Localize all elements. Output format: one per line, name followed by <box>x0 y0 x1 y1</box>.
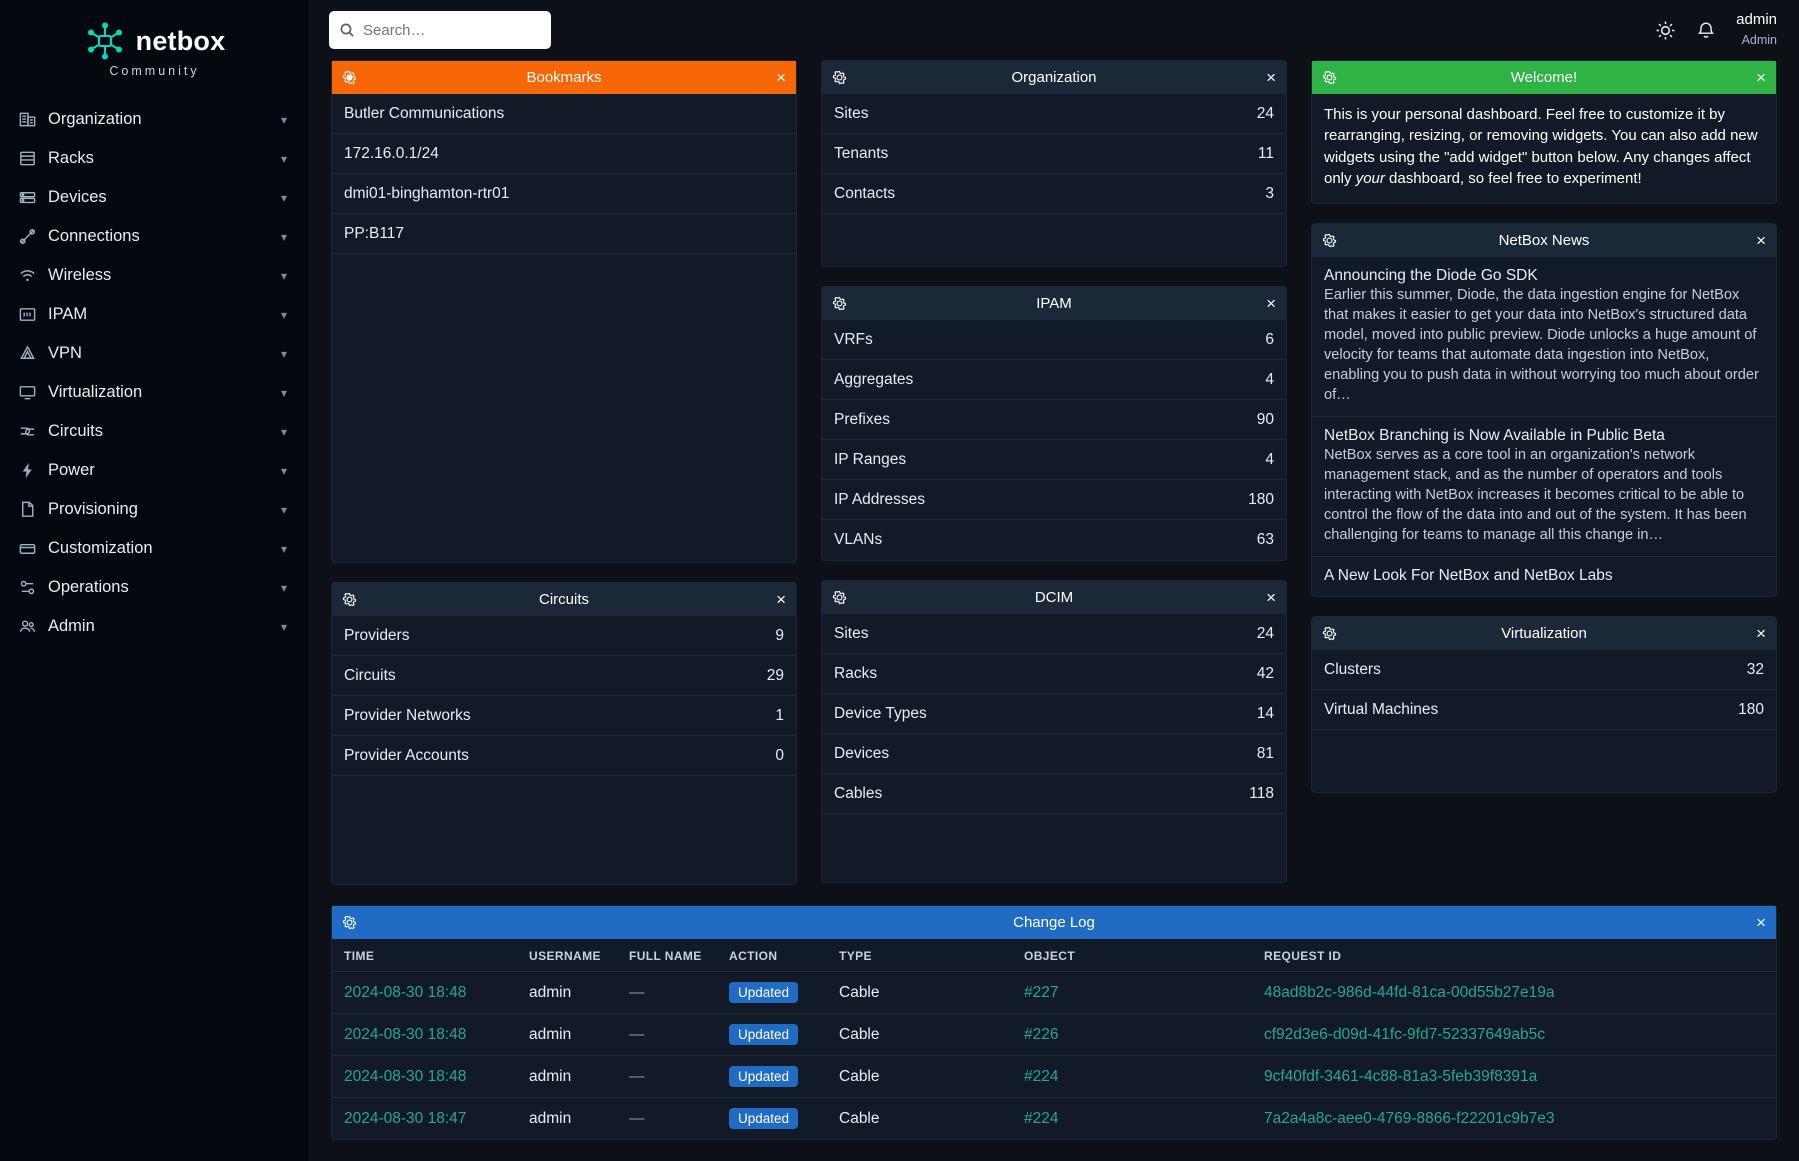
widget-header <box>332 583 796 616</box>
bookmark-link[interactable]: 172.16.0.1/24 <box>344 144 439 162</box>
list-item[interactable] <box>822 320 1286 360</box>
list-item[interactable] <box>822 360 1286 400</box>
column-header-action[interactable]: ACTION <box>729 949 778 963</box>
gear-icon[interactable] <box>1322 233 1337 248</box>
stat-list <box>822 320 1286 560</box>
cell-type: Cable <box>827 1098 1012 1140</box>
column-header-object[interactable]: OBJECT <box>1024 949 1076 963</box>
sidebar-item-label: Connections <box>48 227 140 245</box>
status-badge: Updated <box>729 982 798 1003</box>
news-title[interactable]: Announcing the Diode Go SDK <box>1324 267 1538 285</box>
connections-icon <box>18 227 44 246</box>
cell-type: Cable <box>827 1056 1012 1098</box>
chevron-down-icon: ▾ <box>280 463 287 478</box>
news-title[interactable]: NetBox Branching is Now Available in Public Beta <box>1324 427 1665 445</box>
stat-value: 90 <box>1256 410 1274 428</box>
widget-netbox-news <box>1311 223 1777 597</box>
customization-icon <box>18 539 44 558</box>
stat-label: VLANs <box>834 531 883 548</box>
widget-welcome <box>1311 60 1777 204</box>
stat-label: Device Types <box>834 704 927 722</box>
list-item[interactable] <box>822 174 1286 214</box>
stat-label: IP Addresses <box>834 490 926 508</box>
cell-object[interactable]: #226 <box>1012 1014 1252 1056</box>
column-header-requestid[interactable]: REQUEST ID <box>1264 949 1342 963</box>
news-body: NetBox serves as a core tool in an organization's network management stack, and as the number of operators and tools interacting with NetBox increases it becomes critical to be able to control the flow of the data into and out of the system. It has been challenging for teams to manage all this change in… <box>1324 447 1747 544</box>
close-icon[interactable]: × <box>1756 913 1766 932</box>
device-icon <box>18 188 44 207</box>
search-icon <box>339 22 355 38</box>
theme-toggle-icon[interactable] <box>1655 20 1676 41</box>
column-header-time[interactable]: TIME <box>344 949 375 963</box>
widget-title: Organization <box>1011 69 1097 86</box>
stat-value: 63 <box>1256 531 1274 548</box>
stat-label: Sites <box>834 104 869 122</box>
stat-label: Virtual Machines <box>1324 700 1439 718</box>
widget-title: Circuits <box>538 591 589 608</box>
widget-header <box>332 906 1776 939</box>
gear-icon[interactable] <box>1322 626 1337 641</box>
cell-username: admin <box>517 1056 617 1098</box>
cell-request-id[interactable]: cf92d3e6-d09d-41fc-9fd7-52337649ab5c <box>1252 1014 1776 1056</box>
power-icon <box>18 461 44 480</box>
sidebar-item-virtualization[interactable] <box>0 373 309 412</box>
top-right-actions <box>1655 10 1777 50</box>
sidebar-item-connections[interactable] <box>0 217 309 256</box>
changelog-section <box>309 885 1799 1140</box>
widget-spacer <box>1312 730 1776 792</box>
stat-value: 118 <box>1249 784 1274 802</box>
cell-action <box>717 1056 827 1098</box>
stat-value: 24 <box>1256 104 1274 122</box>
cell-action <box>717 1098 827 1140</box>
stat-label: Contacts <box>834 184 896 202</box>
bookmark-link[interactable]: dmi01-binghamton-rtr01 <box>344 184 510 202</box>
sidebar-item-label: Power <box>48 461 95 479</box>
chevron-down-icon: ▾ <box>280 541 287 556</box>
widget-title: Bookmarks <box>526 69 602 86</box>
close-icon[interactable]: × <box>1266 588 1276 607</box>
dashboard-column-2 <box>821 60 1287 885</box>
list-item[interactable] <box>1312 690 1776 730</box>
sidebar-item-label: Operations <box>48 578 129 596</box>
admin-icon <box>18 617 44 636</box>
close-icon[interactable]: × <box>776 68 786 87</box>
chevron-down-icon: ▾ <box>280 307 287 322</box>
stat-label: VRFs <box>834 330 873 348</box>
stat-label: Clusters <box>1324 660 1381 678</box>
list-item[interactable] <box>332 696 796 736</box>
close-icon[interactable]: × <box>776 590 786 609</box>
stat-value: 3 <box>1265 184 1274 202</box>
cell-username: admin <box>517 1098 617 1140</box>
gear-icon[interactable] <box>342 70 357 85</box>
chevron-down-icon: ▾ <box>280 502 287 517</box>
stat-label: Racks <box>834 664 878 682</box>
sidebar-item-label: Provisioning <box>48 500 138 518</box>
cell-object[interactable]: #224 <box>1012 1056 1252 1098</box>
wireless-icon <box>18 266 44 285</box>
sidebar-item-devices[interactable] <box>0 178 309 217</box>
list-item[interactable] <box>332 94 796 134</box>
widget-spacer <box>822 814 1286 882</box>
widget-title: IPAM <box>1036 295 1072 312</box>
cell-request-id[interactable]: 9cf40fdf-3461-4c88-81a3-5feb39f8391a <box>1252 1056 1776 1098</box>
sidebar-item-label: Racks <box>48 149 94 167</box>
widget-title: Virtualization <box>1501 625 1587 643</box>
stat-label: IP Ranges <box>834 450 907 468</box>
table-row[interactable] <box>332 1014 1776 1056</box>
stat-value: 4 <box>1265 370 1274 388</box>
stat-label: Sites <box>834 624 869 642</box>
list-item[interactable] <box>1312 557 1776 596</box>
stat-label: Devices <box>834 744 890 762</box>
stat-list <box>822 94 1286 266</box>
status-badge: Updated <box>729 1108 798 1129</box>
stat-value: 6 <box>1265 330 1274 348</box>
gear-icon[interactable] <box>1322 70 1337 85</box>
cell-time[interactable]: 2024-08-30 18:48 <box>332 1014 517 1056</box>
stat-label: Provider Networks <box>344 706 471 724</box>
widget-header <box>332 61 796 94</box>
widget-title: DCIM <box>1034 589 1074 606</box>
widget-virtualization <box>1311 616 1777 793</box>
stat-list <box>332 616 796 884</box>
sidebar-item-label: IPAM <box>48 305 88 323</box>
cell-username: admin <box>517 972 617 1014</box>
operations-icon <box>18 578 44 597</box>
stat-label: Tenants <box>834 144 889 162</box>
sidebar-item-label: VPN <box>48 344 82 362</box>
cell-action <box>717 1014 827 1056</box>
widget-header <box>1312 61 1776 94</box>
widget-circuits <box>331 582 797 885</box>
widget-spacer <box>332 776 796 884</box>
widget-title: NetBox News <box>1498 232 1590 250</box>
stat-value: 14 <box>1256 704 1274 722</box>
widget-header <box>1312 224 1776 257</box>
chevron-down-icon: ▾ <box>280 229 287 244</box>
brand-logo[interactable] <box>0 6 309 100</box>
list-item[interactable] <box>332 174 796 214</box>
rack-icon <box>18 149 44 168</box>
list-item[interactable] <box>332 134 796 174</box>
chevron-down-icon: ▾ <box>280 346 287 361</box>
widget-header <box>822 581 1286 614</box>
chevron-down-icon: ▾ <box>280 580 287 595</box>
column-header-username[interactable]: USERNAME <box>529 949 601 963</box>
circuits-icon <box>18 422 44 441</box>
stat-value: 1 <box>775 706 784 724</box>
widget-organization <box>821 60 1287 267</box>
stat-label: Cables <box>834 784 883 802</box>
stat-value: 0 <box>775 746 784 764</box>
sidebar-item-wireless[interactable] <box>0 256 309 295</box>
top-bar <box>309 0 1799 60</box>
gear-icon[interactable] <box>832 296 847 311</box>
table-row[interactable] <box>332 972 1776 1014</box>
cell-time[interactable]: 2024-08-30 18:48 <box>332 1056 517 1098</box>
stat-value: 180 <box>1738 700 1764 718</box>
column-header-fullname[interactable]: FULL NAME <box>629 949 702 963</box>
sidebar-item-customization[interactable] <box>0 529 309 568</box>
dashboard-grid <box>309 60 1799 885</box>
stat-value: 32 <box>1746 660 1764 678</box>
news-body: Earlier this summer, Diode, the data ingestion engine for NetBox that makes it easier to get your data into NetBox's structured data model, moved into public preview. Diode unlocks a huge amount of velocity for teams that automate data ingestion into NetBox, enabling you to push data in without worrying too much about order of… <box>1324 287 1759 404</box>
list-item[interactable] <box>822 774 1286 814</box>
close-icon[interactable]: × <box>1756 68 1766 87</box>
user-menu[interactable] <box>1736 10 1777 50</box>
brand-name: netbox <box>135 25 226 56</box>
stat-label: Prefixes <box>834 410 890 428</box>
table-header-row <box>332 939 1776 972</box>
cell-type: Cable <box>827 1014 1012 1056</box>
stat-value: 29 <box>766 666 784 684</box>
widget-ipam <box>821 286 1287 561</box>
vpn-icon <box>18 344 44 363</box>
chevron-down-icon: ▾ <box>280 385 287 400</box>
table-row[interactable] <box>332 1098 1776 1140</box>
sidebar-item-label: Circuits <box>48 422 104 440</box>
widget-spacer <box>822 214 1286 266</box>
brand-subtitle: Community <box>109 64 200 78</box>
cell-fullname: — <box>617 1056 717 1098</box>
chevron-down-icon: ▾ <box>280 619 287 634</box>
welcome-text-after: dashboard, so feel free to experiment! <box>1384 169 1642 187</box>
bookmark-link[interactable]: Butler Communications <box>344 104 505 122</box>
welcome-text-emphasis: your <box>1355 169 1385 187</box>
notifications-bell-icon[interactable] <box>1696 20 1716 40</box>
stat-label: Aggregates <box>834 370 914 388</box>
news-list <box>1312 257 1776 596</box>
cell-fullname: — <box>617 972 717 1014</box>
gear-icon[interactable] <box>342 915 357 930</box>
chevron-down-icon: ▾ <box>280 190 287 205</box>
cell-request-id[interactable]: 7a2a4a8c-aee0-4769-8866-f22201c9b7e3 <box>1252 1098 1776 1140</box>
cell-time[interactable]: 2024-08-30 18:47 <box>332 1098 517 1140</box>
bookmark-link[interactable]: PP:B117 <box>344 224 405 242</box>
status-badge: Updated <box>729 1024 798 1045</box>
chevron-down-icon: ▾ <box>280 151 287 166</box>
close-icon[interactable]: × <box>1266 68 1276 87</box>
list-item[interactable] <box>822 480 1286 520</box>
sidebar-nav <box>0 100 309 646</box>
list-item[interactable] <box>822 94 1286 134</box>
search-box[interactable] <box>329 11 551 49</box>
sidebar-item-racks[interactable] <box>0 139 309 178</box>
stat-value: 24 <box>1256 624 1274 642</box>
sidebar-item-circuits[interactable] <box>0 412 309 451</box>
stat-value: 9 <box>775 626 784 644</box>
sidebar-item-power[interactable] <box>0 451 309 490</box>
list-item[interactable] <box>822 440 1286 480</box>
cell-fullname: — <box>617 1014 717 1056</box>
sidebar-item-vpn[interactable] <box>0 334 309 373</box>
stat-value: 11 <box>1257 144 1274 162</box>
widget-changelog <box>331 905 1777 1140</box>
list-item[interactable] <box>332 214 796 254</box>
list-item[interactable] <box>1312 650 1776 690</box>
widget-header <box>822 287 1286 320</box>
stat-label: Providers <box>344 626 410 644</box>
stat-label: Circuits <box>344 666 396 684</box>
status-badge: Updated <box>729 1066 798 1087</box>
list-item[interactable] <box>1312 257 1776 417</box>
cell-fullname: — <box>617 1098 717 1140</box>
user-role: Admin <box>1741 33 1777 47</box>
sidebar-item-label: Devices <box>48 188 107 206</box>
list-item[interactable] <box>822 694 1286 734</box>
widget-spacer <box>332 254 796 562</box>
virtualization-icon <box>18 383 44 402</box>
cell-object[interactable]: #227 <box>1012 972 1252 1014</box>
user-name: admin <box>1736 11 1777 28</box>
sidebar-item-operations[interactable] <box>0 568 309 607</box>
list-item[interactable] <box>1312 417 1776 557</box>
chevron-down-icon: ▾ <box>280 268 287 283</box>
search-input[interactable] <box>363 22 541 39</box>
stat-label: Provider Accounts <box>344 746 469 764</box>
cell-time[interactable]: 2024-08-30 18:48 <box>332 972 517 1014</box>
org-icon <box>18 110 44 129</box>
widget-header <box>822 61 1286 94</box>
dashboard-column-1 <box>331 60 797 885</box>
sidebar-item-admin[interactable] <box>0 607 309 646</box>
cell-username: admin <box>517 1014 617 1056</box>
close-icon[interactable]: × <box>1756 624 1766 644</box>
cell-object[interactable]: #224 <box>1012 1098 1252 1140</box>
list-item[interactable] <box>822 734 1286 774</box>
close-icon[interactable]: × <box>1756 231 1766 251</box>
welcome-text <box>1312 94 1776 203</box>
sidebar-item-label: Wireless <box>48 266 112 284</box>
sidebar-item-label: Organization <box>48 110 142 128</box>
sidebar <box>0 0 309 1161</box>
gear-icon[interactable] <box>342 592 357 607</box>
list-item[interactable] <box>332 656 796 696</box>
bookmark-list <box>332 94 796 562</box>
list-item[interactable] <box>822 134 1286 174</box>
widget-dcim <box>821 580 1287 883</box>
ipam-icon <box>18 305 44 324</box>
close-icon[interactable]: × <box>1266 294 1276 313</box>
gear-icon[interactable] <box>832 590 847 605</box>
sidebar-item-label: Admin <box>48 617 95 635</box>
stat-value: 4 <box>1265 450 1274 468</box>
column-header-type[interactable]: TYPE <box>839 949 872 963</box>
main-area <box>309 0 1799 1161</box>
widget-bookmarks <box>331 60 797 563</box>
list-item[interactable] <box>822 654 1286 694</box>
welcome-text-before: This is your personal dashboard. Feel free to customize it by rearranging, resizing, or removing widgets. You can also add new widgets using the "add widget" button below. Any changes affect only <box>1324 106 1758 187</box>
list-item[interactable] <box>822 400 1286 440</box>
widget-title: Change Log <box>1013 914 1095 931</box>
stat-value: 81 <box>1256 744 1274 762</box>
list-item[interactable] <box>332 616 796 656</box>
chevron-down-icon: ▾ <box>280 424 287 439</box>
sidebar-item-provisioning[interactable] <box>0 490 309 529</box>
widget-title: Welcome! <box>1510 69 1578 86</box>
cell-action <box>717 972 827 1014</box>
stat-list <box>1312 650 1776 792</box>
stat-list <box>822 614 1286 882</box>
stat-value: 42 <box>1256 664 1274 682</box>
table-row[interactable] <box>332 1056 1776 1098</box>
provisioning-icon <box>18 500 44 519</box>
stat-value: 180 <box>1248 490 1274 508</box>
dashboard-column-3 <box>1311 60 1777 885</box>
sidebar-item-ipam[interactable] <box>0 295 309 334</box>
chevron-down-icon: ▾ <box>280 112 287 127</box>
changelog-table <box>332 939 1776 1139</box>
gear-icon[interactable] <box>832 70 847 85</box>
cell-type: Cable <box>827 972 1012 1014</box>
sidebar-item-label: Customization <box>48 539 153 557</box>
sidebar-item-organization[interactable] <box>0 100 309 139</box>
list-item[interactable] <box>332 736 796 776</box>
list-item[interactable] <box>822 520 1286 560</box>
netbox-logo-icon <box>84 20 126 62</box>
cell-request-id[interactable]: 48ad8b2c-986d-44fd-81ca-00d55b27e19a <box>1252 972 1776 1014</box>
widget-header <box>1312 617 1776 650</box>
sidebar-item-label: Virtualization <box>48 383 143 401</box>
list-item[interactable] <box>822 614 1286 654</box>
news-title[interactable]: A New Look For NetBox and NetBox Labs <box>1324 567 1613 585</box>
